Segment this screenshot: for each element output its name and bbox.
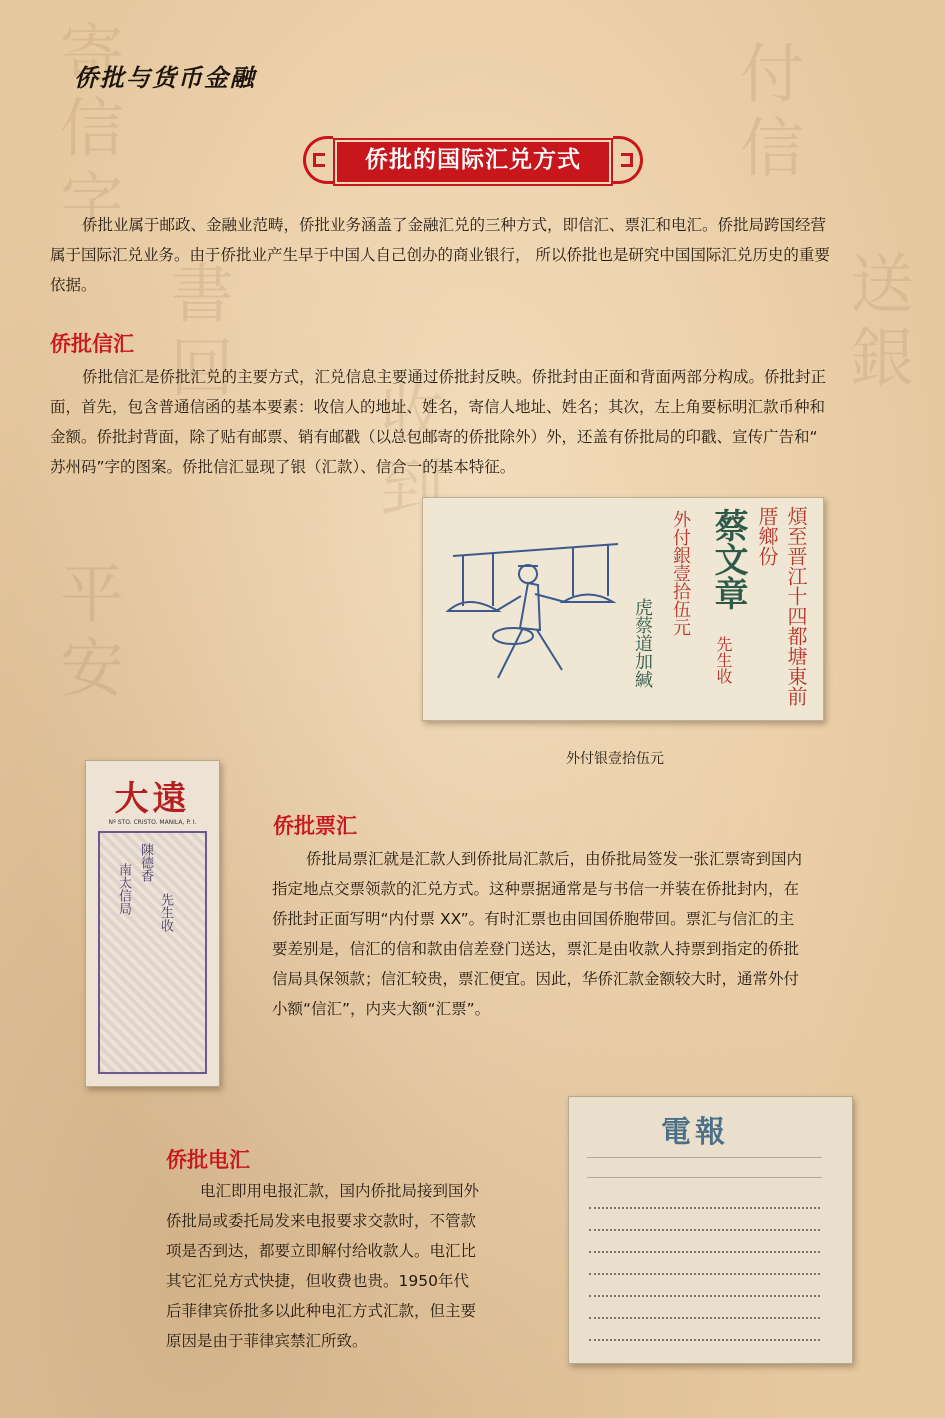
telegram-rule <box>587 1177 822 1178</box>
telegram-photo <box>568 1096 853 1364</box>
intro-line-2: 属于国际汇兑业务。由于侨批业产生早于中国人自己创办的商业银行， 所以侨批也是研究中国国际汇兑历史的重要 <box>50 246 830 264</box>
banner-right-ornament <box>613 136 643 184</box>
piaohui-heading: 侨批票汇 <box>273 814 357 838</box>
telegram-handwriting <box>589 1261 820 1275</box>
dianhui-line-4: 其它汇兑方式快捷，但收费也贵。1950年代 <box>166 1272 469 1290</box>
envelope-remit-amount: 外付銀壹拾伍元 <box>670 510 691 636</box>
telegram-handwriting <box>589 1305 820 1319</box>
telegram-rule <box>587 1157 822 1158</box>
dianhui-line-6: 原因是由于菲律宾禁汇所致。 <box>166 1332 368 1350</box>
piaohui-line-5: 信局具保领款；信汇较贵，票汇便宜。因此，华侨汇款金额较大时，通常外付 <box>272 970 800 988</box>
telegram-handwriting <box>589 1217 820 1231</box>
envelope-recipient: 蔡文章 <box>708 508 748 610</box>
telegram-handwriting <box>589 1195 820 1209</box>
piaohui-line-6: 小额“信汇”，内夹大额“汇票”。 <box>272 1000 491 1018</box>
piaohui-line-3: 侨批封正面写明“内付票 XX”。有时汇票也由回国侨胞带回。票汇与信汇的主 <box>272 910 795 928</box>
telegram-handwriting <box>589 1239 820 1253</box>
envelope-photo <box>422 497 824 721</box>
draft-col-2: 南太信局 <box>116 863 131 915</box>
draft-brand: 大遠 <box>114 779 191 819</box>
xinhui-line-1: 侨批信汇是侨批汇兑的主要方式，汇兑信息主要通过侨批封反映。侨批封由正面和背面两部分构成。侨批封正 <box>82 368 827 386</box>
envelope-caption: 外付银壹拾伍元 <box>566 751 664 767</box>
title-banner <box>303 136 643 184</box>
section-label: 侨批与货币金融 <box>74 63 256 92</box>
intro-line-3: 依据。 <box>50 276 97 294</box>
telegram-handwriting <box>589 1283 820 1297</box>
dianhui-line-1: 电汇即用电报汇款，国内侨批局接到国外 <box>200 1182 480 1200</box>
intro-line-1: 侨批业属于邮政、金融业范畴，侨批业务涵盖了金融汇兑的三种方式，即信汇、票汇和电汇。侨批局跨国经营 <box>82 216 827 234</box>
telegram-handwriting <box>589 1327 820 1341</box>
envelope-honorific: 先生收 <box>714 636 733 684</box>
dianhui-line-5: 后菲律宾侨批多以此种电汇方式汇款，但主要 <box>166 1302 477 1320</box>
banner-left-ornament <box>303 136 333 184</box>
xinhui-line-4: 苏州码”字的图案。侨批信汇显现了银（汇款）、信合一的基本特征。 <box>50 458 516 476</box>
draft-frame <box>98 831 207 1074</box>
draft-col-3: 先生收 <box>158 893 173 932</box>
dianhui-heading: 侨批电汇 <box>166 1148 250 1172</box>
courier-illustration-icon <box>433 516 633 696</box>
xinhui-heading: 侨批信汇 <box>50 332 134 356</box>
envelope-sender: 虎蔡道加緘 <box>632 598 653 688</box>
dianhui-line-3: 项是否到达，都要立即解付给收款人。电汇比 <box>166 1242 477 1260</box>
banner-title: 侨批的国际汇兑方式 <box>365 147 581 173</box>
piaohui-line-4: 要差别是，信汇的信和款由信差登门送达，票汇是由收款人持票到指定的侨批 <box>272 940 800 958</box>
dianhui-line-2: 侨批局或委托局发来电报要求交款时，不管款 <box>166 1212 477 1230</box>
piaohui-line-1: 侨批局票汇就是汇款人到侨批局汇款后，由侨批局签发一张汇票寄到国内 <box>306 850 803 868</box>
remittance-draft-photo <box>85 760 220 1087</box>
draft-col-1: 陳德香 <box>138 843 153 882</box>
xinhui-line-2: 面，首先，包含普通信函的基本要素：收信人的地址、姓名，寄信人地址、姓名；其次，左上角要标明汇款币种和 <box>50 398 826 416</box>
telegram-heading: 電報 <box>661 1115 729 1150</box>
envelope-address: 煩至晋江十四都塘東前厝鄉份 <box>755 506 808 706</box>
piaohui-line-2: 指定地点交票领款的汇兑方式。这种票据通常是与书信一并装在侨批封内，在 <box>272 880 800 898</box>
xinhui-line-3: 金额。侨批封背面，除了贴有邮票、销有邮戳（以总包邮寄的侨批除外）外，还盖有侨批局的印戳、宣传广告和“ <box>50 428 818 446</box>
draft-address: Nº STO. CRISTO. MANILA, P. I. <box>108 819 197 826</box>
background-calligraphy: 寄信字 書回 付信 送銀 平安 收到 <box>49 20 913 708</box>
